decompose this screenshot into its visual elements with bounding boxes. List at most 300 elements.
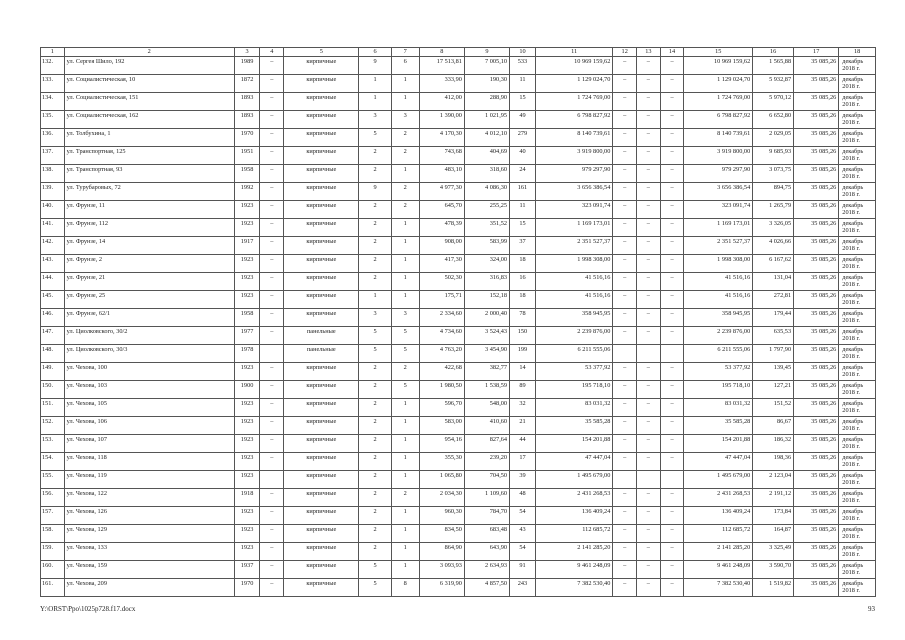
cost-per-sqm-cell: 3 073,75 [753,165,794,183]
completion-date-cell: декабрь 2018 г. [839,93,876,111]
cost-total-cell: 1 724 769,00 [684,93,753,111]
limit-cost-cell: 35 085,26 [794,255,839,273]
living-area-cell: 643,90 [464,543,509,561]
total-area-cell: 175,71 [419,291,464,309]
address-cell: ул. Транспортная, 93 [64,165,234,183]
address-cell: ул. Социалистическая, 162 [64,111,234,129]
living-area-cell: 704,50 [464,471,509,489]
col-4-cell: – [260,57,284,75]
limit-cost-cell: 35 085,26 [794,561,839,579]
col-4-cell: – [260,453,284,471]
col-14-cell: – [660,543,684,561]
entrances-cell: 1 [391,507,419,525]
row-number-cell: 138. [41,165,65,183]
col-14-cell: – [660,255,684,273]
floors-cell: 2 [359,201,391,219]
table-row [41,201,876,219]
wall-material-cell: кирпичные [284,471,359,489]
total-area-cell: 864,90 [419,543,464,561]
total-cost-cell: 35 585,28 [535,417,612,435]
row-number-cell: 136. [41,129,65,147]
living-area-cell: 351,52 [464,219,509,237]
col-14-cell: – [660,93,684,111]
floors-cell: 5 [359,129,391,147]
col-4-cell: – [260,237,284,255]
total-cost-cell: 6 211 555,06 [535,345,612,363]
col-4-cell: – [260,255,284,273]
col-13-cell: – [637,417,661,435]
entrances-cell: 1 [391,219,419,237]
table-row [41,453,876,471]
year-built-cell: 1978 [234,345,260,363]
living-area-cell: 410,60 [464,417,509,435]
address-cell: ул. Фрунзе, 21 [64,273,234,291]
col-13-cell: – [637,111,661,129]
floors-cell: 2 [359,471,391,489]
table-row [41,255,876,273]
cost-per-sqm-cell: 3 326,05 [753,219,794,237]
floors-cell: 2 [359,417,391,435]
cost-per-sqm-cell: 179,44 [753,309,794,327]
cost-per-sqm-cell: 2 191,12 [753,489,794,507]
row-number-cell: 151. [41,399,65,417]
cost-total-cell: 9 461 248,09 [684,561,753,579]
living-area-cell: 382,77 [464,363,509,381]
completion-date-cell: декабрь 2018 г. [839,345,876,363]
col-12-cell [613,471,637,489]
total-cost-cell: 3 656 386,54 [535,183,612,201]
col-13-cell: – [637,219,661,237]
table-row [41,165,876,183]
col-4-cell: – [260,219,284,237]
address-cell: ул. Чехова, 107 [64,435,234,453]
col-13-cell: – [637,237,661,255]
address-cell: ул. Турубаровых, 72 [64,183,234,201]
cost-total-cell: 47 447,04 [684,453,753,471]
column-number-18: 18 [839,48,876,57]
col-12-cell: – [613,93,637,111]
residents-cell: 15 [510,219,536,237]
total-area-cell: 6 319,90 [419,579,464,597]
col-4-cell: – [260,75,284,93]
col-4-cell: – [260,525,284,543]
table-row [41,399,876,417]
col-12-cell [613,345,637,363]
cost-total-cell: 1 129 024,70 [684,75,753,93]
living-area-cell: 827,64 [464,435,509,453]
cost-total-cell: 6 798 827,92 [684,111,753,129]
col-13-cell: – [637,561,661,579]
cost-total-cell: 3 656 386,54 [684,183,753,201]
completion-date-cell: декабрь 2018 г. [839,381,876,399]
living-area-cell: 2 634,93 [464,561,509,579]
column-number-10: 10 [510,48,536,57]
cost-total-cell: 83 031,32 [684,399,753,417]
row-number-cell: 145. [41,291,65,309]
col-14-cell: – [660,273,684,291]
wall-material-cell: кирпичные [284,561,359,579]
table-row [41,57,876,75]
col-13-cell: – [637,381,661,399]
total-area-cell: 17 513,81 [419,57,464,75]
column-number-14: 14 [660,48,684,57]
limit-cost-cell: 35 085,26 [794,219,839,237]
cost-total-cell: 136 409,24 [684,507,753,525]
col-12-cell: – [613,75,637,93]
total-cost-cell: 358 945,95 [535,309,612,327]
year-built-cell: 1923 [234,219,260,237]
living-area-cell: 3 524,43 [464,327,509,345]
col-4-cell: – [260,327,284,345]
limit-cost-cell: 35 085,26 [794,489,839,507]
completion-date-cell: декабрь 2018 г. [839,471,876,489]
row-number-cell: 153. [41,435,65,453]
year-built-cell: 1923 [234,453,260,471]
col-14-cell: – [660,561,684,579]
col-13-cell: – [637,435,661,453]
residents-cell: 18 [510,291,536,309]
total-cost-cell: 10 969 159,62 [535,57,612,75]
living-area-cell: 190,30 [464,75,509,93]
floors-cell: 2 [359,453,391,471]
floors-cell: 5 [359,579,391,597]
total-area-cell: 1 065,80 [419,471,464,489]
limit-cost-cell: 35 085,26 [794,381,839,399]
address-cell: ул. Чехова, 118 [64,453,234,471]
cost-per-sqm-cell: 6 652,80 [753,111,794,129]
table-row [41,219,876,237]
cost-total-cell: 1 169 173,01 [684,219,753,237]
col-12-cell: – [613,111,637,129]
table-row [41,111,876,129]
living-area-cell: 2 000,40 [464,309,509,327]
residents-cell: 533 [510,57,536,75]
row-number-cell: 141. [41,219,65,237]
limit-cost-cell: 35 085,26 [794,507,839,525]
year-built-cell: 1893 [234,111,260,129]
year-built-cell: 1977 [234,327,260,345]
total-area-cell: 1 390,00 [419,111,464,129]
completion-date-cell: декабрь 2018 г. [839,219,876,237]
completion-date-cell: декабрь 2018 г. [839,75,876,93]
col-12-cell: – [613,129,637,147]
year-built-cell: 1923 [234,435,260,453]
cost-per-sqm-cell: 5 970,12 [753,93,794,111]
cost-total-cell: 53 377,92 [684,363,753,381]
residents-cell: 18 [510,255,536,273]
address-cell: ул. Чехова, 129 [64,525,234,543]
row-number-cell: 146. [41,309,65,327]
col-12-cell: – [613,363,637,381]
row-number-cell: 159. [41,543,65,561]
total-cost-cell: 9 461 248,09 [535,561,612,579]
total-cost-cell: 7 382 530,40 [535,579,612,597]
wall-material-cell: кирпичные [284,543,359,561]
year-built-cell: 1893 [234,93,260,111]
entrances-cell: 1 [391,273,419,291]
completion-date-cell: декабрь 2018 г. [839,57,876,75]
residents-cell: 54 [510,507,536,525]
year-built-cell: 1989 [234,57,260,75]
col-12-cell: – [613,327,637,345]
living-area-cell: 324,00 [464,255,509,273]
wall-material-cell: кирпичные [284,381,359,399]
row-number-cell: 147. [41,327,65,345]
cost-per-sqm-cell: 2 029,05 [753,129,794,147]
total-cost-cell: 1 129 024,70 [535,75,612,93]
col-12-cell: – [613,579,637,597]
col-12-cell: – [613,525,637,543]
total-cost-cell: 323 091,74 [535,201,612,219]
table-row [41,435,876,453]
entrances-cell: 2 [391,489,419,507]
living-area-cell: 7 005,10 [464,57,509,75]
table-row [41,237,876,255]
row-number-cell: 133. [41,75,65,93]
col-14-cell: – [660,183,684,201]
limit-cost-cell: 35 085,26 [794,435,839,453]
limit-cost-cell: 35 085,26 [794,75,839,93]
total-area-cell: 4 763,20 [419,345,464,363]
wall-material-cell: кирпичные [284,399,359,417]
cost-per-sqm-cell: 6 167,62 [753,255,794,273]
cost-total-cell: 154 201,88 [684,435,753,453]
completion-date-cell: декабрь 2018 г. [839,579,876,597]
wall-material-cell: кирпичные [284,165,359,183]
entrances-cell: 1 [391,561,419,579]
col-4-cell [260,471,284,489]
table-row [41,309,876,327]
col-13-cell: – [637,363,661,381]
floors-cell: 1 [359,93,391,111]
row-number-cell: 158. [41,525,65,543]
cost-total-cell: 1 998 308,00 [684,255,753,273]
limit-cost-cell: 35 085,26 [794,183,839,201]
wall-material-cell: кирпичные [284,201,359,219]
row-number-cell: 160. [41,561,65,579]
cost-total-cell: 358 945,95 [684,309,753,327]
residents-cell: 21 [510,417,536,435]
residents-cell: 199 [510,345,536,363]
limit-cost-cell: 35 085,26 [794,111,839,129]
completion-date-cell: декабрь 2018 г. [839,147,876,165]
total-cost-cell: 2 431 268,53 [535,489,612,507]
total-area-cell: 478,39 [419,219,464,237]
table-row [41,489,876,507]
year-built-cell: 1923 [234,201,260,219]
row-number-cell: 142. [41,237,65,255]
row-number-cell: 148. [41,345,65,363]
cost-per-sqm-cell: 127,21 [753,381,794,399]
col-12-cell: – [613,417,637,435]
limit-cost-cell: 35 085,26 [794,93,839,111]
completion-date-cell: декабрь 2018 г. [839,435,876,453]
col-13-cell: – [637,453,661,471]
row-number-cell: 150. [41,381,65,399]
residents-cell: 39 [510,471,536,489]
floors-cell: 5 [359,327,391,345]
residents-cell: 243 [510,579,536,597]
living-area-cell: 4 012,10 [464,129,509,147]
cost-total-cell: 195 718,10 [684,381,753,399]
col-4-cell: – [260,363,284,381]
cost-per-sqm-cell: 4 026,66 [753,237,794,255]
total-cost-cell: 41 516,16 [535,291,612,309]
col-12-cell: – [613,291,637,309]
address-cell: ул. Чехова, 103 [64,381,234,399]
floors-cell: 5 [359,561,391,579]
completion-date-cell: декабрь 2018 г. [839,489,876,507]
col-12-cell: – [613,201,637,219]
col-13-cell: – [637,93,661,111]
limit-cost-cell: 35 085,26 [794,399,839,417]
residents-cell: 78 [510,309,536,327]
limit-cost-cell: 35 085,26 [794,579,839,597]
column-number-8: 8 [419,48,464,57]
row-number-cell: 132. [41,57,65,75]
cost-per-sqm-cell: 1 265,79 [753,201,794,219]
living-area-cell: 683,48 [464,525,509,543]
total-cost-cell: 1 495 679,00 [535,471,612,489]
entrances-cell: 1 [391,417,419,435]
cost-per-sqm-cell: 186,32 [753,435,794,453]
entrances-cell: 2 [391,183,419,201]
living-area-cell: 4 857,50 [464,579,509,597]
col-14-cell: – [660,75,684,93]
col-14-cell: – [660,165,684,183]
table-row [41,507,876,525]
col-4-cell: – [260,579,284,597]
floors-cell: 2 [359,525,391,543]
cost-per-sqm-cell: 139,45 [753,363,794,381]
col-14-cell: – [660,399,684,417]
address-cell: ул. Циолковского, 30/2 [64,327,234,345]
table-row [41,471,876,489]
col-4-cell: – [260,561,284,579]
col-12-cell: – [613,309,637,327]
floors-cell: 2 [359,435,391,453]
row-number-cell: 161. [41,579,65,597]
year-built-cell: 1923 [234,417,260,435]
address-cell: ул. Фрунзе, 14 [64,237,234,255]
total-cost-cell: 47 447,04 [535,453,612,471]
wall-material-cell: кирпичные [284,129,359,147]
limit-cost-cell: 35 085,26 [794,363,839,381]
col-13-cell [637,345,661,363]
cost-total-cell: 7 382 530,40 [684,579,753,597]
completion-date-cell: декабрь 2018 г. [839,543,876,561]
total-area-cell: 596,70 [419,399,464,417]
cost-per-sqm-cell: 894,75 [753,183,794,201]
year-built-cell: 1923 [234,399,260,417]
floors-cell: 2 [359,381,391,399]
year-built-cell: 1992 [234,183,260,201]
wall-material-cell: кирпичные [284,435,359,453]
year-built-cell: 1923 [234,525,260,543]
col-13-cell: – [637,255,661,273]
year-built-cell: 1970 [234,129,260,147]
wall-material-cell: кирпичные [284,417,359,435]
entrances-cell: 1 [391,165,419,183]
address-cell: ул. Циолковского, 30/3 [64,345,234,363]
limit-cost-cell: 35 085,26 [794,543,839,561]
limit-cost-cell: 35 085,26 [794,129,839,147]
total-cost-cell: 53 377,92 [535,363,612,381]
completion-date-cell: декабрь 2018 г. [839,165,876,183]
entrances-cell: 1 [391,291,419,309]
total-area-cell: 645,70 [419,201,464,219]
col-14-cell: – [660,237,684,255]
wall-material-cell: кирпичные [284,291,359,309]
cost-per-sqm-cell: 272,81 [753,291,794,309]
col-13-cell: – [637,273,661,291]
year-built-cell: 1923 [234,273,260,291]
row-number-cell: 140. [41,201,65,219]
entrances-cell: 2 [391,129,419,147]
row-number-cell: 139. [41,183,65,201]
col-14-cell: – [660,201,684,219]
col-14-cell: – [660,129,684,147]
address-cell: ул. Чехова, 122 [64,489,234,507]
limit-cost-cell: 35 085,26 [794,471,839,489]
col-13-cell: – [637,327,661,345]
entrances-cell: 3 [391,111,419,129]
entrances-cell: 1 [391,255,419,273]
address-cell: ул. Чехова, 159 [64,561,234,579]
cost-total-cell: 112 685,72 [684,525,753,543]
cost-total-cell: 10 969 159,62 [684,57,753,75]
residents-cell: 89 [510,381,536,399]
year-built-cell: 1923 [234,291,260,309]
limit-cost-cell: 35 085,26 [794,237,839,255]
column-number-2: 2 [64,48,234,57]
wall-material-cell: кирпичные [284,309,359,327]
entrances-cell: 5 [391,345,419,363]
col-14-cell: – [660,453,684,471]
address-cell: ул. Социалистическая, 151 [64,93,234,111]
cost-total-cell: 3 919 800,00 [684,147,753,165]
completion-date-cell: декабрь 2018 г. [839,309,876,327]
col-4-cell: – [260,435,284,453]
completion-date-cell: декабрь 2018 г. [839,291,876,309]
living-area-cell: 1 109,60 [464,489,509,507]
cost-total-cell: 6 211 555,06 [684,345,753,363]
living-area-cell: 1 021,95 [464,111,509,129]
col-4-cell: – [260,309,284,327]
total-area-cell: 333,90 [419,75,464,93]
col-13-cell: – [637,165,661,183]
completion-date-cell: декабрь 2018 г. [839,417,876,435]
wall-material-cell: кирпичные [284,111,359,129]
completion-date-cell: декабрь 2018 г. [839,399,876,417]
total-area-cell: 3 093,93 [419,561,464,579]
total-area-cell: 417,30 [419,255,464,273]
wall-material-cell: кирпичные [284,363,359,381]
col-14-cell: – [660,363,684,381]
cost-total-cell: 2 239 876,00 [684,327,753,345]
floors-cell: 9 [359,183,391,201]
residents-cell: 91 [510,561,536,579]
col-14-cell: – [660,579,684,597]
col-4-cell: – [260,147,284,165]
wall-material-cell: кирпичные [284,57,359,75]
col-4-cell: – [260,381,284,399]
col-14-cell: – [660,327,684,345]
address-cell: ул. Чехова, 209 [64,579,234,597]
address-cell: ул. Фрунзе, 62/1 [64,309,234,327]
residents-cell: 44 [510,435,536,453]
total-cost-cell: 154 201,88 [535,435,612,453]
